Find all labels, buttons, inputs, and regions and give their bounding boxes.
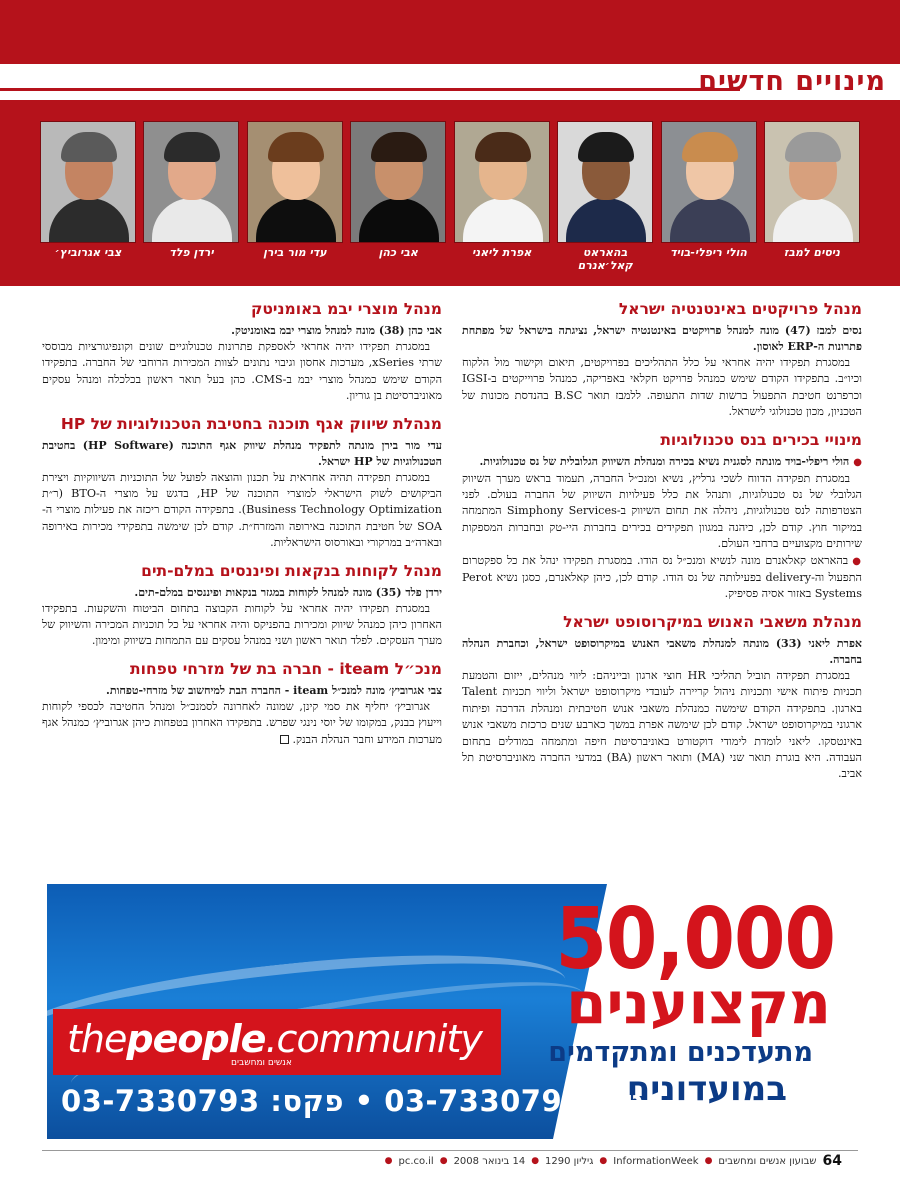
portrait-photo xyxy=(661,121,757,243)
footer xyxy=(385,1153,842,1169)
ad-headline: מקצוענים xyxy=(566,969,831,1037)
portrait-hair xyxy=(785,132,841,162)
portrait-shirt xyxy=(256,198,336,243)
person-name: עדי מור בירן xyxy=(263,246,327,259)
article-paragraph: אגרוביץ׳ יחליף את סמי קינן, שמונה לאחרונה לסמנכ״ל ומנהל החטיבה לכספי לקוחות וייעוץ בבנק, במקומו של יוסי נינגי שפרש. בתפקידו האחרון בטפחות כיהן אגרוביץ׳ כמנהל אגף מערכות המידע וחבר הנהלת הבנק. xyxy=(42,699,442,746)
footer-dot-icon: ● xyxy=(384,1156,393,1166)
article-paragraph: במסגרת תפקידו יהיה אחראי לאספקת פתרונות טכנולוגיים שונים וקונפיגורציות מבוססי שרתי xSeries, מערכות אחסון וגיבוי נתונים לצוות המכירות הרוחבי של החברה. בתפקידו הקודם שימש כמנהל מוצרי יבמ ב-CMS. כהן בעל תואר ראשון בכלכלה ומנהל עסקים מאוניברסיטת בן גוריון. xyxy=(42,340,443,403)
article-title: מינויי בכירים בנס טכנולוגיות xyxy=(660,430,862,449)
article-lead: אפרת ליאני (33) מונתה למנהלת משאבי האנוש במיקרוסופט ישראל, וכחברת הנהלה בחברה. xyxy=(462,636,862,666)
person-card xyxy=(454,121,550,281)
brand-logo xyxy=(67,1017,482,1061)
section-title: מינויים חדשים xyxy=(698,66,886,97)
footer-dot-icon: ● xyxy=(704,1156,713,1166)
article-lead: נסים למבז (47) מונה למנהל פרויקטים באינטנטיה ישראל, נציגתה בישראל של מפתחת פתרונות ה-ERP לאוסון. xyxy=(462,324,862,353)
portrait-shirt xyxy=(49,198,129,243)
portrait-hair xyxy=(578,132,634,162)
page-number: 64 xyxy=(822,1153,842,1169)
person-card xyxy=(247,121,343,281)
portrait-hair xyxy=(475,132,531,162)
article-paragraph: במסגרת תפקידו יהיה אחראי על לקוחות הקבוצה בתחום הביטוח והשקעות. בתפקידו האחרון כיהן כמנהל שיווק ומכירות בהפניקס והיה אחראי על כל תוכניות המכירה והשיווק של מערך העסקים. לפלד תואר ראשון ושני במנהל עסקים עם התמחות בשיווק ומימון. xyxy=(42,601,442,648)
article-bullet: ● בהאראט קאלאנרם מונה לנשיא ומנכ״ל נס הודו. במסגרת תפקידו ינהל את כל ספקטרום התפעול וה-delivery בפעילותה של נס הודו. קודם לכן, כיהן קאלאנרם, כסגן נשיא Perot Systems באזור אסיה פסיפיק. xyxy=(462,553,862,603)
portrait-hair xyxy=(268,132,324,162)
people-row xyxy=(40,121,860,281)
brand-box xyxy=(53,1009,501,1075)
article-title: מנהל לקוחות בנקאות ופיננסים במלם-תים xyxy=(141,561,442,580)
footer-dot-icon: ● xyxy=(439,1156,448,1166)
person-name: בהאראט קאל׳אנרם xyxy=(577,246,633,272)
advertisement[interactable] xyxy=(47,884,853,1139)
ad-subline-2: במועדונים xyxy=(626,1069,787,1109)
portrait-shirt xyxy=(152,198,232,243)
top-red-band xyxy=(0,0,900,64)
article-title: מנכ״ל iteam - חברה בת של מזרחי טפחות xyxy=(130,659,442,678)
article-paragraph: במסגרת תפקידה תוביל תהליכי HR חוצי ארגון ובייניהם: ליווי מנהלים, ייזום והטמעת תכניות פיתוח אישי ותכניות ניהול קריירה לעובדי מיקרוסופט ישראל וליווי תכניות Talent בארגון. בתפקידה הקודם שימשה כמנהלת משאבי אנוש חטיבתית ומנהלת הדרכה ופיתוח ארגוני במיקרוסופט ישראל. קודם לכן שימשה אפרת במשך כארבע שנים כרכזת משאבי אנוש באינטסקו. ליאני לומדת לימודי דוקטורט באוניברסיטת חיפה ומתמחה במודלים בתחום העבודה. היא בוגרת תואר שני (MA) ותואר ראשון (BA) במדעי החברה מאוניברסיטת תל אביב. xyxy=(462,668,862,781)
portrait-photo xyxy=(40,121,136,243)
person-name: ניסים למבז xyxy=(783,246,841,259)
portrait-photo xyxy=(454,121,550,243)
ad-subline-1: מתעדכנים ומתקדמים xyxy=(548,1037,813,1068)
footer-issue: גיליון 1290 xyxy=(545,1155,594,1167)
person-name: ירדן פלד xyxy=(169,246,214,259)
portrait-shirt xyxy=(566,198,646,243)
left-column xyxy=(42,300,442,748)
footer-magazine: שבועון אנשים ומחשבים xyxy=(718,1155,817,1167)
person-name: הולי ריפלי-בויד xyxy=(670,246,747,259)
portrait-hair xyxy=(164,132,220,162)
portrait-hair xyxy=(371,132,427,162)
portrait-photo xyxy=(247,121,343,243)
article-lead: צבי אגרוביץ׳ מונה למנכ״ל iteam - החברה הבת למיחשוב של מזרחי-טפחות. xyxy=(106,683,442,697)
person-card xyxy=(350,121,446,281)
ad-number: 50,000 xyxy=(555,890,835,989)
portrait-shirt xyxy=(670,198,750,243)
end-of-article-icon xyxy=(280,735,289,744)
person-card xyxy=(40,121,136,281)
person-name: אבי כהן xyxy=(378,246,418,259)
portrait-photo xyxy=(143,121,239,243)
article-title: מנהלת משאבי האנוש במיקרוסופט ישראל xyxy=(563,612,862,631)
article-lead: עדי מור בירן מונתה לתפקיד מנהלת שיווק אגף התוכנה (HP Software) בחטיבת הטכנולוגיות של HP ישראל. xyxy=(42,438,442,468)
right-column xyxy=(462,300,862,783)
portrait-shirt xyxy=(359,198,439,243)
portrait-hair xyxy=(682,132,738,162)
portrait-photo xyxy=(557,121,653,243)
brand-the: the xyxy=(67,1017,127,1061)
person-card xyxy=(143,121,239,281)
article-title: מנהל פרויקטים באינטנטיה ישראל xyxy=(618,300,862,318)
brand-community: .community xyxy=(265,1017,482,1061)
person-name: אפרת ליאני xyxy=(472,246,532,259)
ad-phones: טל: 03-7330799 • פקס: 03-7330793 xyxy=(61,1084,644,1118)
footer-date: 14 בינואר 2008 xyxy=(453,1155,526,1167)
article-paragraph: במסגרת תפקידו יהיה אחראי על כלל התהליכים בפרויקטים, תיאום וקישור מול הלקוח וכיו״ב. בתפקידו הקודם שימש כמנהל פרויקט חקלאי באפריקה, כמנהל פרוייקטים ב-IGSI וכרפרנט חטיבת התפעול ברשות שדות התעופה. ללמבז תואר B.SC בהנדסת מכונות של הטכניון, מכון טכנולוגי לישראל. xyxy=(462,356,862,419)
person-card xyxy=(661,121,757,281)
article-title: מנהל מוצרי יבמ באומניטק xyxy=(250,300,442,318)
footer-site: pc.co.il xyxy=(398,1155,434,1167)
brand-people: people xyxy=(126,1017,266,1061)
footer-dot-icon: ● xyxy=(531,1156,540,1166)
portrait-shirt xyxy=(463,198,543,243)
portrait-hair xyxy=(61,132,117,162)
footer-rule xyxy=(42,1150,858,1151)
article-paragraph: במסגרת תפקידה תהיה אחראית על תכנון והוצאה לפועל של התוכניות השיווקיות ויצירת הביקושים לשוק הישראלי למוצרי התוכנה של HP, בדגש על מוצרי ה-BTO (ר״ת Business Technology Optimization). בתפקידה הקודם ריכזה את פעילות מוצרי ה-SOA של חטיבת התוכנה באירופה והמזרח״ת. קודם לכן שימשה בתפקידי מכירות באירופה ובארה״ב במרקורי ובאורסוס הישראליות. xyxy=(42,470,442,550)
article-paragraph: במסגרת תפקידה הדווח לשכי גרליץ, נשיא ומנכ״ל החברה, תעמוד בראש מערך השיווק הגלובלי של נס טכנולוגיות, ותנהל את כלל פעילויות השיווק של החברה בעולם. לפני הצטרפותה לנס טכנולוגיות, ניהלה את תחום השיווק ב-Simphony Services המתמחה במיקור חוץ. קודם לכן, כיהנה במגוון תפקידים בכירים בחברות היי-טק ובחברות המספקות שירותים מקצועיים ברחבי העולם. xyxy=(462,471,862,551)
article-title: מנהלת שיווק אגף תוכנה בחטיבת הטכנולוגיות של HP xyxy=(60,414,442,433)
person-name: צבי אגרוביץ׳ xyxy=(54,246,122,259)
portrait-shirt xyxy=(773,198,853,243)
portrait-photo xyxy=(764,121,860,243)
title-rule xyxy=(0,88,740,91)
person-card xyxy=(764,121,860,281)
article-bullet: ● הולי ריפלי-בויד מונתה לסגנית נשיא בכירה ומנהלת השיווק הגלובלית של נס טכנולוגיות. xyxy=(462,454,862,471)
footer-partner: InformationWeek xyxy=(613,1155,699,1167)
article-lead: אבי כהן (38) מונה למנהל מוצרי יבמ באומניטק. xyxy=(231,324,442,337)
person-card xyxy=(557,121,653,281)
footer-dot-icon: ● xyxy=(599,1156,608,1166)
brand-subtitle: אנשים ומחשבים xyxy=(231,1058,292,1068)
portrait-photo xyxy=(350,121,446,243)
article-lead: ירדן פלד (35) מונה למנהל לקוחות במגזר בנקאות ופיננסים במלם-תים. xyxy=(134,585,442,599)
